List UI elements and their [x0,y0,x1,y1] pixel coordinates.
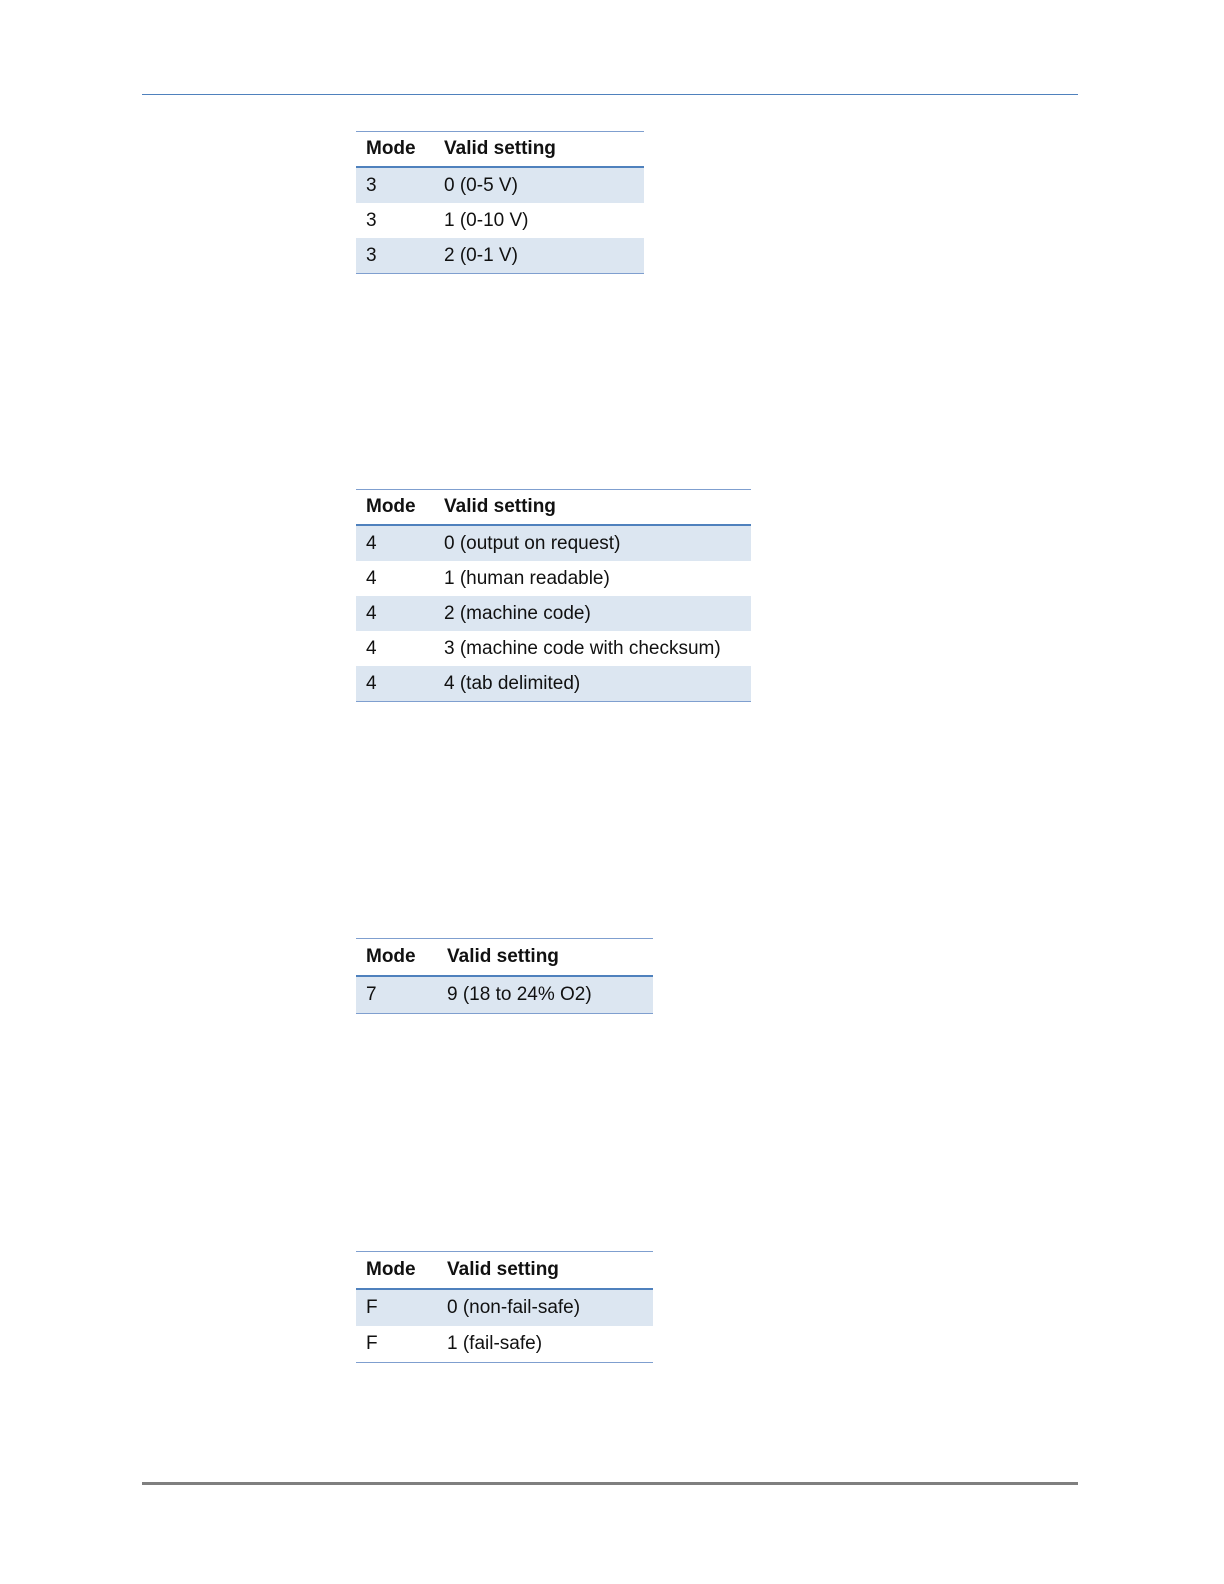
mode-cell: 7 [356,976,437,1014]
setting-cell: 0 (output on request) [434,525,751,561]
mode-cell: 4 [366,637,377,659]
table-row [356,561,751,596]
setting-cell: 9 (18 to 24% O2) [437,976,653,1014]
setting-cell: 0 (non-fail-safe) [437,1289,653,1326]
valid-setting-column-header: Valid setting [434,132,644,168]
setting-cell: 2 (0-1 V) [434,238,644,274]
mode-cell: 4 [356,525,434,561]
table-row [356,238,644,274]
header-rule [142,94,1078,95]
footer-rule [142,1482,1078,1485]
mode-cell: F [366,1333,378,1354]
mode-column-header: Mode [356,939,437,977]
table-row [356,596,751,631]
table-header-row [356,939,653,977]
table-row [356,1326,653,1363]
table-row [356,167,644,203]
mode-3-settings-table [356,131,644,274]
setting-cell: 1 (0-10 V) [444,209,529,231]
mode-cell: F [356,1289,437,1326]
mode-column-header: Mode [356,132,434,168]
table-header-row [356,1252,653,1290]
table-row [356,666,751,702]
mode-7-settings-table [356,938,653,1014]
mode-cell: 4 [356,666,434,702]
table-row [356,525,751,561]
table-header-row [356,132,644,168]
table-row [356,976,653,1014]
setting-cell: 4 (tab delimited) [434,666,751,702]
setting-cell: 1 (human readable) [444,567,610,589]
valid-setting-column-header: Valid setting [437,1252,653,1290]
mode-cell: 4 [356,596,434,631]
setting-cell: 1 (fail-safe) [447,1333,543,1354]
mode-f-settings-table [356,1251,653,1363]
mode-column-header: Mode [356,490,434,526]
table-row [356,203,644,238]
mode-cell: 4 [366,567,377,589]
valid-setting-column-header: Valid setting [437,939,653,977]
mode-4-settings-table [356,489,751,702]
mode-cell: 3 [356,238,434,274]
setting-cell: 3 (machine code with checksum) [444,637,721,659]
setting-cell: 0 (0-5 V) [434,167,644,203]
table-row [356,631,751,666]
setting-cell: 2 (machine code) [434,596,751,631]
valid-setting-column-header: Valid setting [434,490,751,526]
mode-column-header: Mode [356,1252,437,1290]
table-header-row [356,490,751,526]
mode-cell: 3 [366,209,377,231]
mode-cell: 3 [356,167,434,203]
table-row [356,1289,653,1326]
